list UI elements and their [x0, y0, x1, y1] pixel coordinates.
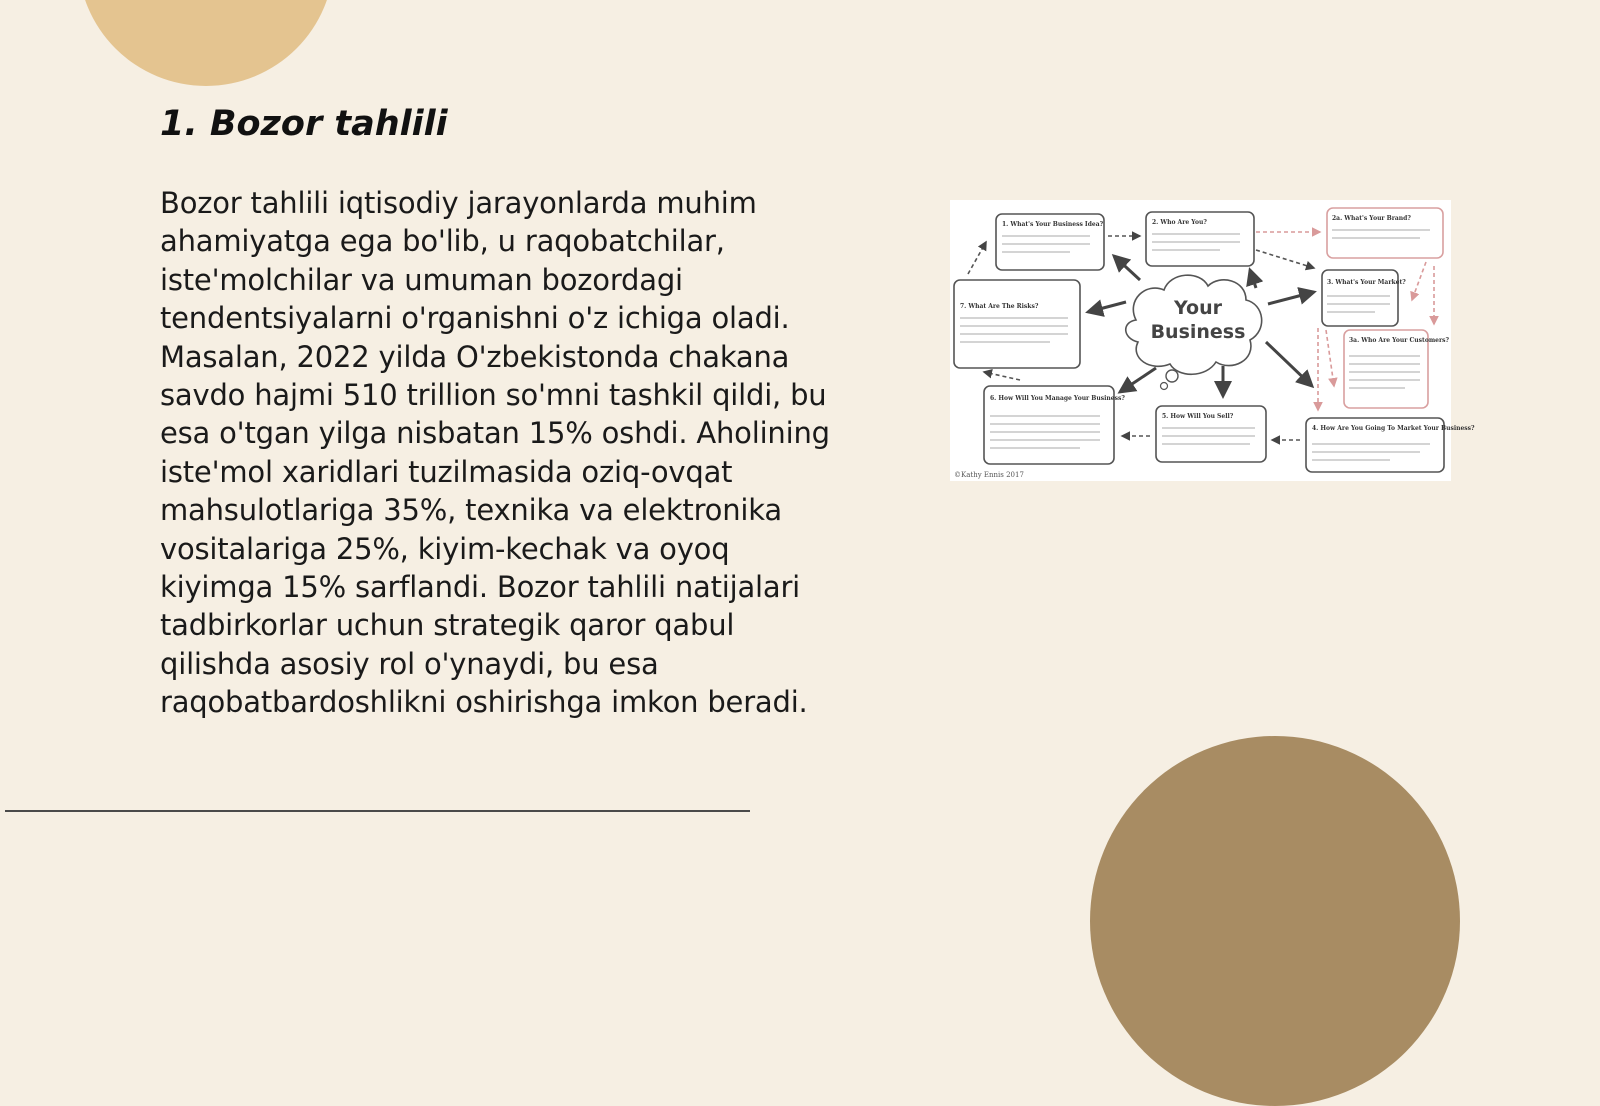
svg-text:Business: Business [1150, 321, 1246, 343]
diagram-box-6 [984, 386, 1125, 464]
decorative-circle-bottom [1090, 736, 1460, 1106]
diagram-copyright: ©Kathy Ennis 2017 [954, 471, 1024, 479]
svg-text:3. What's Your Market?: 3. What's Your Market? [1327, 279, 1406, 286]
diagram-box-5 [1156, 406, 1266, 462]
slide-body-text: Bozor tahlili iqtisodiy jarayonlarda muhim ahamiyatga ega bo'lib, u raqobatchilar, iste'molchilar va umuman bozordagi tendentsiyalarni o'rganishni o'z ichiga oladi. Masalan, 2022 yilda O'zbekistonda chakana savdo hajmi 510 trillion so'mni tashkil qildi, bu esa o'tgan yilga nisbatan 15% oshdi. Aholining iste'mol xaridlari tuzilmasida oziq-ovqat mahsulotlariga 35%, texnika va elektronika vositalariga 25%, kiyim-kechak va oyoq kiyimga 15% sarflandi. Bozor tahlili natijalari tadbirkorlar uchun strategik qaror qabul qilishda asosiy rol o'ynaydi, bu esa raqobatbardoshlikni oshirishga imkon beradi. [160, 186, 830, 720]
diagram-box-1 [996, 214, 1104, 270]
svg-text:Your: Your [1174, 297, 1222, 319]
diagram-box-4 [1306, 418, 1475, 472]
diagram-box-3 [1322, 270, 1406, 326]
diagram-box-3a [1344, 330, 1450, 408]
svg-text:6. How Will You Manage Your Bu: 6. How Will You Manage Your Business? [990, 395, 1125, 402]
your-business-cloud [1126, 275, 1262, 389]
svg-text:7. What Are The Risks?: 7. What Are The Risks? [960, 303, 1039, 310]
svg-text:2a. What's Your Brand?: 2a. What's Your Brand? [1332, 215, 1411, 222]
svg-text:3a. Who Are Your Customers?: 3a. Who Are Your Customers? [1349, 337, 1450, 344]
svg-text:4. How Are You Going To Market: 4. How Are You Going To Market Your Business? [1312, 425, 1475, 432]
svg-text:1. What's Your Business Idea?: 1. What's Your Business Idea? [1002, 221, 1104, 228]
slide-title: 1. Bozor tahlili [160, 104, 448, 144]
diagram-box-2 [1146, 212, 1254, 266]
svg-text:5. How Will You Sell?: 5. How Will You Sell? [1162, 413, 1234, 420]
diagram-box-7 [954, 280, 1080, 368]
decorative-circle-top [78, 0, 334, 86]
business-diagram-image [950, 200, 1475, 481]
svg-text:2. Who Are You?: 2. Who Are You? [1152, 219, 1207, 226]
divider-line [5, 810, 750, 812]
diagram-box-2a [1327, 208, 1443, 258]
